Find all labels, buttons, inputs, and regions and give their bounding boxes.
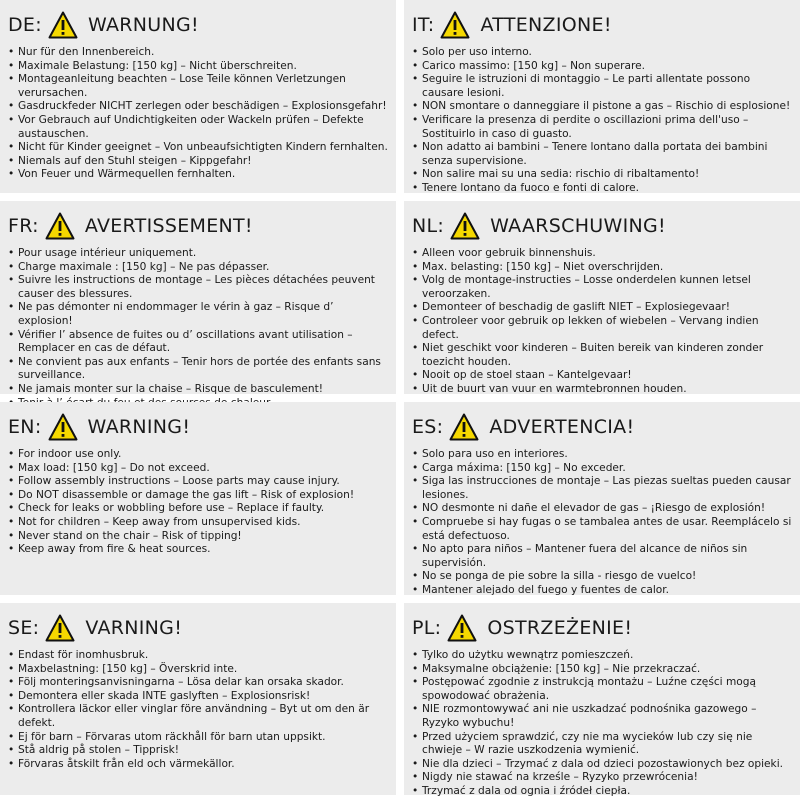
warning-panel-es [404,402,800,595]
language-code: IT: [412,14,435,36]
list-item: • Tylko do użytku wewnątrz pomieszczeń. [412,649,792,663]
warning-list [8,649,388,771]
panel-title: OSTRZEŻENIE! [487,617,633,639]
list-item: • Uit de buurt van vuur en warmtebronnen houden. [412,383,792,397]
list-item: • Volg de montage-instructies – Losse onderdelen kunnen letsel veroorzaken. [412,274,792,301]
panel-header [8,8,388,42]
list-item: • Maximale Belastung: [150 kg] – Nicht überschreiten. [8,60,388,74]
warning-list [412,46,792,196]
list-item: • Solo per uso interno. [412,46,792,60]
panel-title: VARNING! [85,617,183,639]
warning-triangle-icon [48,11,78,39]
list-item: • Nie dla dzieci – Trzymać z dala od dzieci pozostawionych bez opieki. [412,758,792,772]
list-item: • Nooit op de stoel staan – Kantelgevaar! [412,369,792,383]
list-item: • Förvaras åtskilt från eld och värmekällor. [8,758,388,772]
list-item: • Carga máxima: [150 kg] – No exceder. [412,462,792,476]
list-item: • Ne pas démonter ni endommager le vérin à gaz – Risque d’ explosion! [8,301,388,328]
list-item: • Följ monteringsanvisningarna – Lösa delar kan orsaka skador. [8,676,388,690]
list-item: • Ej för barn – Förvaras utom räckhåll för barn utan uppsikt. [8,731,388,745]
list-item: • Controleer voor gebruik op lekken of wiebelen – Vervang indien defect. [412,315,792,342]
language-code: SE: [8,617,40,639]
warning-list [412,649,792,799]
language-code: FR: [8,215,39,237]
warning-triangle-icon [45,614,75,642]
panel-header [412,410,792,444]
warning-panel-de [0,0,396,193]
list-item: • For indoor use only. [8,448,388,462]
list-item: • Postępować zgodnie z instrukcją montażu – Luźne części mogą spowodować obrażenia. [412,676,792,703]
list-item: • Vor Gebrauch auf Undichtigkeiten oder Wackeln prüfen – Defekte austauschen. [8,114,388,141]
list-item: • No apto para niños – Mantener fuera del alcance de niños sin supervisión. [412,543,792,570]
list-item: • Mantener alejado del fuego y fuentes de calor. [412,584,792,598]
list-item: • Ne convient pas aux enfants – Tenir hors de portée des enfants sans surveillance. [8,356,388,383]
list-item: • Pour usage intérieur uniquement. [8,247,388,261]
list-item: • Niet geschikt voor kinderen – Buiten bereik van kinderen zonder toezicht houden. [412,342,792,369]
list-item: • Nigdy nie stawać na krześle – Ryzyko przewrócenia! [412,771,792,785]
panel-title: WARNUNG! [87,14,199,36]
list-item: • Check for leaks or wobbling before use – Replace if faulty. [8,502,388,516]
panel-header [412,8,792,42]
language-code: PL: [412,617,442,639]
list-item: • Follow assembly instructions – Loose parts may cause injury. [8,475,388,489]
warning-triangle-icon [45,212,75,240]
list-item: • Przed użyciem sprawdzić, czy nie ma wycieków lub czy się nie chwieje – W razie uszkodzenia wymienić. [412,731,792,758]
warning-list [8,46,388,182]
list-item: • No se ponga de pie sobre la silla - riesgo de vuelco! [412,570,792,584]
list-item: • Ne jamais monter sur la chaise – Risque de basculement! [8,383,388,397]
list-item: • Max. belasting: [150 kg] – Niet overschrijden. [412,261,792,275]
list-item: • Montageanleitung beachten – Lose Teile können Verletzungen verursachen. [8,73,388,100]
list-item: • NO desmonte ni dañe el elevador de gas – ¡Riesgo de explosión! [412,502,792,516]
warning-list [412,448,795,598]
panel-title: WARNING! [87,416,191,438]
list-item: • Gasdruckfeder NICHT zerlegen oder beschädigen – Explosionsgefahr! [8,100,388,114]
warning-panel-it [404,0,800,193]
warning-panel-pl [404,603,800,795]
panel-header [8,410,388,444]
list-item: • Tenere lontano da fuoco e fonti di calore. [412,182,792,196]
warning-triangle-icon [48,413,78,441]
panel-title: ATTENZIONE! [480,14,612,36]
warning-panel-nl [404,201,800,394]
list-item: • Max load: [150 kg] – Do not exceed. [8,462,388,476]
list-item: • Maksymalne obciążenie: [150 kg] – Nie przekraczać. [412,663,792,677]
list-item: • NIE rozmontowywać ani nie uszkadzać podnośnika gazowego – Ryzyko wybuchu! [412,703,792,730]
list-item: • Charge maximale : [150 kg] – Ne pas dépasser. [8,261,388,275]
panel-header [412,611,792,645]
warning-list [8,448,388,557]
list-item: • Siga las instrucciones de montaje – Las piezas sueltas pueden causar lesiones. [412,475,792,502]
language-code: EN: [8,416,42,438]
warning-triangle-icon [447,614,477,642]
list-item: • Verificare la presenza di perdite o oscillazioni prima dell'uso – Sostituirlo in caso di guasto. [412,114,792,141]
list-item: • Never stand on the chair – Risk of tipping! [8,530,388,544]
list-item: • Compruebe si hay fugas o se tambalea antes de usar. Reemplácelo si está defectuoso. [412,516,792,543]
panel-title: WAARSCHUWING! [490,215,666,237]
list-item: • NON smontare o danneggiare il pistone a gas – Rischio di esplosione! [412,100,792,114]
list-item: • Do NOT disassemble or damage the gas lift – Risk of explosion! [8,489,388,503]
warning-triangle-icon [440,11,470,39]
list-item: • Endast för inomhusbruk. [8,649,388,663]
list-item: • Nur für den Innenbereich. [8,46,388,60]
warning-panel-en [0,402,396,595]
panel-header [8,209,388,243]
panel-header [8,611,388,645]
list-item: • Niemals auf den Stuhl steigen – Kippgefahr! [8,155,388,169]
warning-list [8,247,388,410]
warning-list [412,247,792,397]
list-item: • Suivre les instructions de montage – Les pièces détachées peuvent causer des blessures. [8,274,388,301]
warning-panel-se [0,603,396,795]
list-item: • Maxbelastning: [150 kg] – Överskrid inte. [8,663,388,677]
list-item: • Alleen voor gebruik binnenshuis. [412,247,792,261]
list-item: • Kontrollera läckor eller vinglar före användning – Byt ut om den är defekt. [8,703,388,730]
language-code: ES: [412,416,444,438]
list-item: • Solo para uso en interiores. [412,448,792,462]
list-item: • Not for children – Keep away from unsupervised kids. [8,516,388,530]
list-item: • Nicht für Kinder geeignet – Von unbeaufsichtigten Kindern fernhalten. [8,141,388,155]
panel-header [412,209,792,243]
list-item: • Non salire mai su una sedia: rischio di ribaltamento! [412,168,792,182]
list-item: • Demontera eller skada INTE gaslyften – Explosionsrisk! [8,690,388,704]
list-item: • Vérifier l’ absence de fuites ou d’ oscillations avant utilisation – Remplacer en cas de défaut. [8,329,388,356]
list-item: • Non adatto ai bambini – Tenere lontano dalla portata dei bambini senza supervisione. [412,141,792,168]
list-item: • Stå aldrig på stolen – Tipprisk! [8,744,388,758]
list-item: • Von Feuer und Wärmequellen fernhalten. [8,168,388,182]
list-item: • Trzymać z dala od ognia i źródeł ciepła. [412,785,792,799]
list-item: • Carico massimo: [150 kg] – Non superare. [412,60,792,74]
list-item: • Seguire le istruzioni di montaggio – Le parti allentate possono causare lesioni. [412,73,792,100]
panel-title: AVERTISSEMENT! [84,215,253,237]
list-item: • Demonteer of beschadig de gaslift NIET – Explosiegevaar! [412,301,792,315]
language-code: NL: [412,215,445,237]
language-code: DE: [8,14,42,36]
panel-title: ADVERTENCIA! [489,416,635,438]
warning-panel-fr [0,201,396,394]
warning-triangle-icon [450,212,480,240]
warning-triangle-icon [449,413,479,441]
list-item: • Keep away from fire & heat sources. [8,543,388,557]
